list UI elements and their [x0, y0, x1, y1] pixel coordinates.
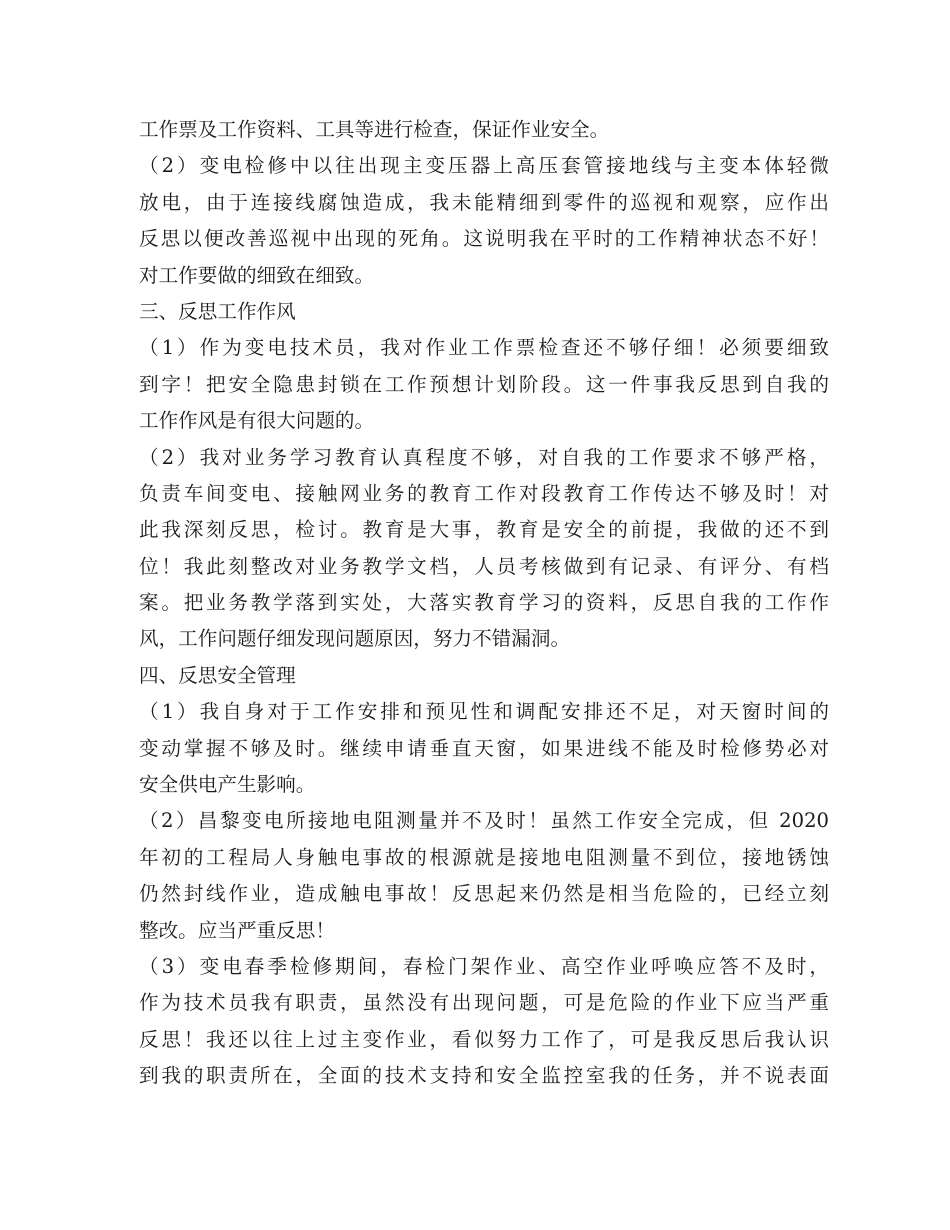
text-line: 放电，由于连接线腐蚀造成，我未能精细到零件的巡视和观察，应作出: [139, 190, 829, 214]
text-line: 四、反思安全管理: [139, 663, 296, 687]
text-line: 风，工作问题仔细发现问题原因，努力不错漏洞。: [139, 627, 571, 651]
text-line: 案。把业务教学落到实处，大落实教育学习的资料，反思自我的工作作: [139, 591, 829, 615]
text-line: 负责车间变电、接触网业务的教育工作对段教育工作传达不够及时！对: [139, 481, 829, 505]
text-line: 年初的工程局人身触电事故的根源就是接地电阻测量不到位，接地锈蚀: [139, 845, 829, 869]
text-line: （2）变电检修中以往出现主变压器上高压套管接地线与主变本体轻微: [139, 154, 829, 178]
text-line: 反思以便改善巡视中出现的死角。这说明我在平时的工作精神状态不好！: [139, 227, 829, 251]
text-line: 仍然封线作业，造成触电事故！反思起来仍然是相当危险的，已经立刻: [139, 882, 829, 906]
text-line: （1）我自身对于工作安排和预见性和调配安排还不足，对天窗时间的: [139, 700, 829, 724]
text-line: 到我的职责所在，全面的技术支持和安全监控室我的任务，并不说表面: [139, 1064, 829, 1088]
text-line: （2）我对业务学习教育认真程度不够，对自我的工作要求不够严格，: [139, 445, 829, 469]
text-line: 工作票及工作资料、工具等进行检查，保证作业安全。: [139, 118, 610, 141]
text-line: 对工作要做的细致在细致。: [139, 263, 375, 287]
text-line: 到字！把安全隐患封锁在工作预想计划阶段。这一件事我反思到自我的: [139, 372, 829, 396]
text-line: 安全供电产生影响。: [139, 773, 316, 797]
text-line: （3）变电春季检修期间，春检门架作业、高空作业呼唤应答不及时，: [139, 954, 829, 978]
text-line: 变动掌握不够及时。继续申请垂直天窗，如果进线不能及时检修势必对: [139, 736, 829, 760]
text-line: 三、反思工作作风: [139, 299, 296, 323]
text-line: （1）作为变电技术员，我对作业工作票检查还不够仔细！必须要细致: [139, 336, 829, 360]
document-body: [139, 112, 829, 1095]
text-line: 反思！我还以往上过主变作业，看似努力工作了，可是我反思后我认识: [139, 1027, 829, 1051]
text-line: 工作作风是有很大问题的。: [139, 409, 375, 433]
text-line: 整改。应当严重反思！: [139, 918, 335, 942]
text-line: （2）昌黎变电所接地电阻测量并不及时！虽然工作安全完成，但 2020: [139, 809, 829, 833]
text-line: 此我深刻反思，检讨。教育是大事，教育是安全的前提，我做的还不到: [139, 518, 829, 542]
text-line: 作为技术员我有职责，虽然没有出现问题，可是危险的作业下应当严重: [139, 991, 829, 1015]
text-line: 位！我此刻整改对业务教学文档，人员考核做到有记录、有评分、有档: [139, 554, 829, 578]
